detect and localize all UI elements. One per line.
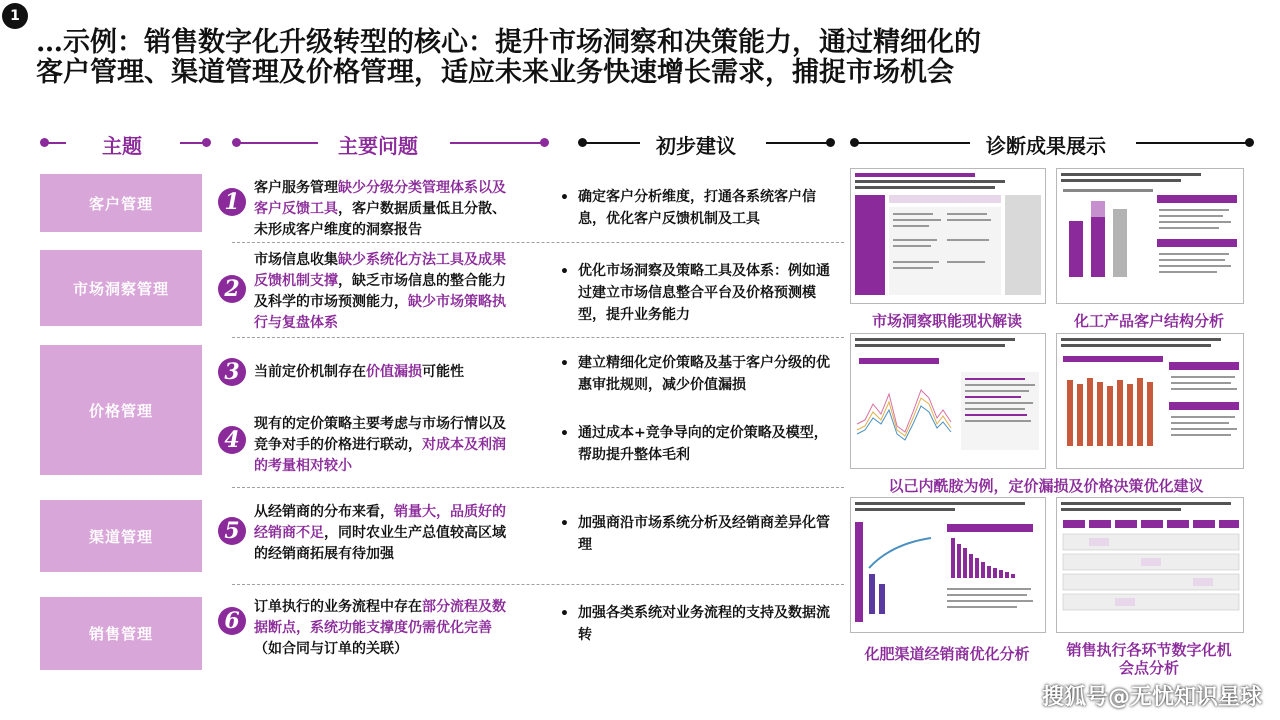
topic-pricing: 价格管理	[40, 345, 202, 475]
column-header-topic: 主题	[102, 134, 142, 158]
title-line-2: 客户管理、渠道管理及价格管理，适应未来业务快速增长需求，捕捉市场机会	[36, 57, 954, 88]
header-line	[766, 142, 828, 144]
issue-highlight: 价值漏损	[366, 364, 422, 380]
thumbnail-fertilizer-channel	[850, 497, 1046, 633]
issue-segment: ，客户数据质量低且分散、未形成客户维度的洞察报告	[254, 201, 506, 238]
header-line	[236, 142, 318, 144]
bullet-icon: •	[560, 606, 569, 622]
issue-segment: 订单执行的业务流程中存在	[254, 599, 422, 615]
bullet-icon: •	[560, 190, 569, 206]
issue-segment: 从经销商的分布来看，	[254, 504, 394, 520]
header-line	[854, 142, 970, 144]
suggestion-text: 确定客户分析维度，打通各系统客户信息，优化客户反馈机制及工具	[578, 189, 816, 227]
thumbnail-chem-customer	[1056, 168, 1244, 304]
issue-segment: 现有的定价策略主要考虑与市场行情以及竞争对手的价格进行联动，	[254, 416, 506, 453]
thumbnail-pricing-trend	[850, 333, 1046, 469]
issue-highlight: 缺少市场策略执行与复盘体系	[254, 294, 506, 331]
issue-segment: ，同时农业生产总值较高区域的经销商拓展有待加强	[254, 525, 506, 562]
thumbnail-sales-execution	[1056, 497, 1244, 633]
bullet-icon: •	[560, 356, 569, 372]
issue-text	[254, 178, 514, 241]
topic-sales: 销售管理	[40, 597, 202, 670]
suggestion-text: 加强各类系统对业务流程的支持及数据流转	[578, 605, 830, 643]
issue-segment: 当前定价机制存在	[254, 364, 366, 380]
issue-highlight: 销量大，品质好的经销商不足	[254, 504, 506, 541]
header-dot-icon	[540, 138, 549, 147]
issue-highlight: 缺少分级分类管理体系以及客户反馈工具	[254, 180, 506, 217]
issue-segment: 市场信息收集	[254, 252, 338, 268]
suggestion-text: 加强商沿市场系统分析及经销商差异化管理	[578, 515, 830, 553]
caption-sales-line-1: 销售执行各环节数字化机	[1066, 641, 1232, 659]
issue-number-2: 2	[218, 275, 246, 303]
header-line	[44, 142, 66, 144]
bullet-icon: •	[560, 426, 569, 442]
suggestion-text: 通过成本+竞争导向的定价策略及模型，帮助提升整体毛利	[578, 425, 828, 463]
header-dot-icon	[202, 138, 211, 147]
caption-sales-line-2: 会点分析	[1118, 659, 1179, 677]
issue-text	[254, 250, 514, 334]
row-separator	[232, 242, 844, 243]
column-header-results: 诊断成果展示	[986, 134, 1106, 158]
issue-text	[254, 414, 514, 477]
caption-pricing: 以己内酰胺为例，定价漏损及价格决策优化建议	[888, 477, 1204, 495]
column-header-suggestions: 初步建议	[656, 134, 736, 158]
thumbnail-market-insight	[850, 168, 1046, 304]
bullet-icon: •	[560, 516, 569, 532]
suggestion-text: 优化市场洞察及策略工具及体系：例如通过建立市场信息整合平台及价格预测模型，提升业务能力	[578, 263, 830, 323]
issue-segment: 可能性	[422, 364, 464, 380]
topic-channel: 渠道管理	[40, 500, 202, 572]
issue-text	[254, 362, 514, 383]
title-line-1: …示例：销售数字化升级转型的核心：提升市场洞察和决策能力，通过精细化的	[36, 27, 981, 58]
header-line	[450, 142, 542, 144]
row-separator	[232, 584, 844, 585]
header-dot-icon	[826, 138, 835, 147]
suggestion-text: 建立精细化定价策略及基于客户分级的优惠审批规则，减少价值漏损	[578, 355, 830, 393]
issue-text	[254, 502, 514, 565]
issue-highlight: 对成本及利润的考量相对较小	[254, 437, 506, 474]
topic-market-insight: 市场洞察管理	[40, 250, 202, 326]
issue-number-6: 6	[218, 607, 246, 635]
watermark: 搜狐号@无忧知识星球	[1041, 685, 1262, 710]
row-separator	[232, 337, 844, 338]
caption-fertilizer: 化肥渠道经销商优化分析	[864, 645, 1030, 663]
caption-market-insight: 市场洞察职能现状解读	[871, 312, 1022, 330]
issue-segment: 客户服务管理	[254, 180, 338, 196]
issue-segment: ，缺乏市场信息的整合能力及科学的市场预测能力，	[254, 273, 506, 310]
row-separator	[232, 487, 844, 488]
issue-highlight: 缺少系统化方法工具及成果反馈机制支撑	[254, 252, 506, 289]
bullet-icon: •	[560, 264, 569, 280]
header-line	[582, 142, 640, 144]
issue-highlight: 部分流程及数据断点，系统功能支撑度仍需优化完善	[254, 599, 506, 636]
header-dot-icon	[1245, 138, 1254, 147]
issue-text	[254, 597, 514, 660]
column-header-issues: 主要问题	[338, 134, 418, 158]
issue-number-4: 4	[218, 426, 246, 454]
issue-number-3: 3	[218, 358, 246, 386]
topic-customer-management: 客户管理	[40, 174, 202, 232]
thumbnail-pricing-bars	[1056, 333, 1244, 469]
issue-number-1: 1	[218, 188, 246, 216]
header-line	[180, 142, 204, 144]
issue-segment: （如合同与订单的关联）	[254, 641, 408, 657]
header-line	[1136, 142, 1248, 144]
page-title	[36, 28, 1256, 88]
issue-number-5: 5	[218, 517, 246, 545]
caption-chem-customer: 化工产品客户结构分析	[1073, 312, 1224, 330]
slide-number-badge: 1	[2, 3, 28, 29]
